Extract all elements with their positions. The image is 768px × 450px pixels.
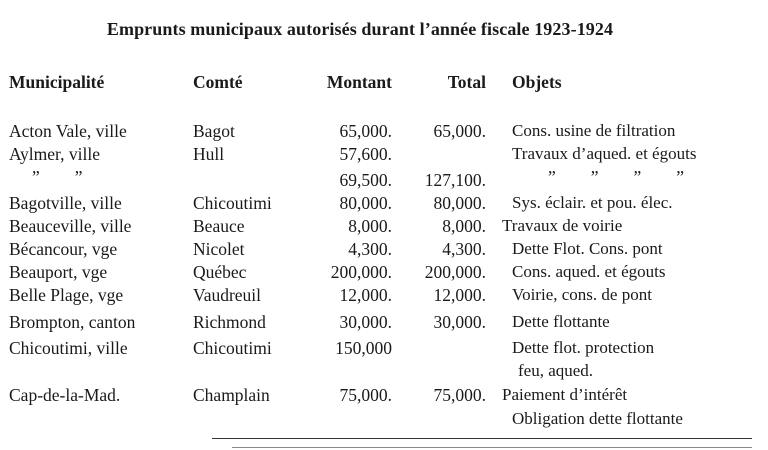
- cell-comte: Vaudreuil: [193, 285, 262, 305]
- page-title: Emprunts municipaux autorisés durant l’année fiscale 1923-1924: [106, 19, 614, 39]
- cell-montant: 150,000: [335, 338, 392, 358]
- cell-montant: 57,600.: [339, 144, 392, 164]
- cell-municipalite: Bécancour, vge: [9, 239, 118, 259]
- cell-comte: Québec: [193, 262, 247, 282]
- cell-total: 80,000.: [433, 193, 486, 213]
- cell-montant: 65,000.: [339, 121, 392, 141]
- cell-comte: Hull: [193, 144, 225, 164]
- cell-objets: Voirie, cons. de pont: [512, 285, 652, 304]
- cell-objets-continued: Obligation dette flottante: [512, 409, 683, 428]
- cell-montant: 80,000.: [339, 193, 392, 213]
- cell-municipalite: Beauport, vge: [9, 262, 108, 282]
- cell-objets: Dette Flot. Cons. pont: [512, 239, 663, 258]
- cell-comte: Bagot: [193, 121, 235, 141]
- cell-municipalite: Aylmer, ville: [9, 144, 101, 164]
- cell-objets: Sys. éclair. et pou. élec.: [512, 193, 673, 212]
- cell-total: 200,000.: [424, 262, 486, 282]
- bottom-rule: [212, 438, 752, 439]
- header-total: Total: [447, 72, 486, 92]
- header-objets: Objets: [512, 72, 562, 92]
- header-comte: Comté: [193, 72, 243, 92]
- cell-objets: Dette flot. protection: [512, 338, 655, 357]
- cell-comte: Richmond: [193, 312, 266, 332]
- cell-municipalite: Belle Plage, vge: [9, 285, 124, 305]
- cell-total: 8,000.: [442, 216, 486, 236]
- cell-objets: Travaux d’aqued. et égouts: [512, 144, 697, 163]
- cell-municipalite: Chicoutimi, ville: [9, 338, 128, 358]
- bottom-rule-secondary: [232, 447, 752, 448]
- cell-objets: Dette flottante: [512, 312, 610, 331]
- cell-comte: Champlain: [193, 385, 270, 405]
- cell-municipalite: Acton Vale, ville: [9, 121, 127, 141]
- cell-municipalite: Cap-de-la-Mad.: [9, 385, 121, 405]
- cell-total: 65,000.: [433, 121, 486, 141]
- cell-montant: 12,000.: [339, 285, 392, 305]
- cell-total: 75,000.: [433, 385, 486, 405]
- cell-montant: 200,000.: [330, 262, 392, 282]
- cell-montant: 69,500.: [339, 170, 392, 190]
- cell-objets: Travaux de voirie: [502, 216, 623, 235]
- cell-comte: Chicoutimi: [193, 193, 272, 213]
- cell-objets-ditto: ” ” ” ”: [548, 167, 685, 187]
- cell-total: 30,000.: [433, 312, 486, 332]
- cell-municipalite: Beauceville, ville: [9, 216, 132, 236]
- cell-total: 127,100.: [424, 170, 486, 190]
- cell-comte: Beauce: [193, 216, 245, 236]
- cell-municipalite: Brompton, canton: [9, 312, 136, 332]
- header-montant: Montant: [326, 72, 392, 92]
- cell-municipalite: Bagotville, ville: [9, 193, 122, 213]
- cell-montant: 4,300.: [348, 239, 392, 259]
- cell-montant: 8,000.: [348, 216, 392, 236]
- cell-montant: 75,000.: [339, 385, 392, 405]
- header-municipalite: Municipalité: [9, 72, 105, 92]
- cell-objets: Paiement d’intérêt: [502, 385, 628, 404]
- cell-comte: Chicoutimi: [193, 338, 272, 358]
- cell-total: 12,000.: [433, 285, 486, 305]
- cell-municipalite-ditto: ” ”: [32, 167, 83, 187]
- cell-comte: Nicolet: [193, 239, 245, 259]
- cell-objets: Cons. aqued. et égouts: [512, 262, 666, 281]
- cell-objets: Cons. usine de filtration: [512, 121, 676, 140]
- cell-montant: 30,000.: [339, 312, 392, 332]
- cell-objets-continued: feu, aqued.: [518, 361, 594, 380]
- cell-total: 4,300.: [442, 239, 486, 259]
